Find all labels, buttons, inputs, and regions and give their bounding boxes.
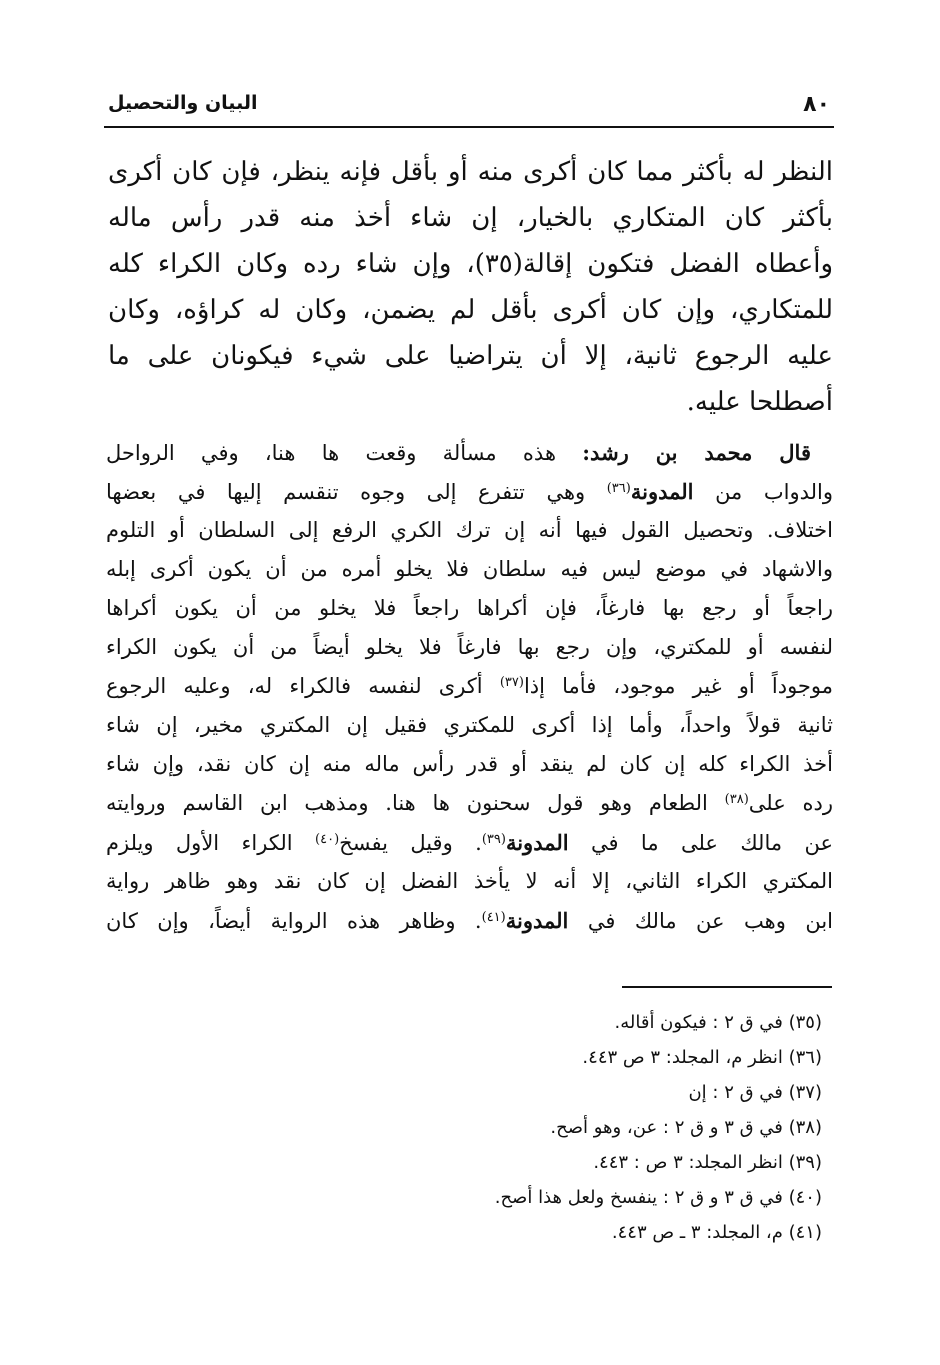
source-title: المدونة	[505, 830, 569, 855]
paragraph-2-line-9: أخذ الكراء كله إن كان لم ينقد أو قدر رأس ماله منه إن كان نقد، وإن شاء	[106, 752, 833, 776]
paragraph-2-line-4: والاشهاد في موضع ليس فيه سلطان فلا يخلو أمره من أن يكون أكرى إبله	[106, 557, 833, 581]
footnote-38: (٣٨) في ق ٣ و ق ٢ : عن، وهو أصح.	[550, 1117, 822, 1138]
footnote-37: (٣٧) في ق ٢ : إن	[688, 1082, 822, 1103]
footnote-40: (٤٠) في ق ٣ و ق ٢ : ينفسخ ولعل هذا أصح.	[494, 1187, 822, 1208]
footnote-ref: (٤٠)	[315, 831, 340, 847]
source-title: المدونة	[630, 479, 694, 504]
paragraph-2-line-2: والدواب من المدونة$^{(٣٦)}$ وهي تتفرع إلى وجوه تنقسم إليها في بعضها	[106, 479, 833, 504]
footnote-ref: (٣٨)	[724, 791, 749, 807]
paragraph-1-line-5: عليه الرجوع ثانية، إلا أن يتراضيا على شيء فيكونان على ما	[108, 341, 833, 371]
footnote-divider	[622, 986, 832, 988]
header-divider	[104, 126, 834, 128]
paragraph-1-line-3: وأعطاه الفضل فتكون إقالة(٣٥)، وإن شاء رده وكان الكراء كله	[108, 249, 834, 279]
paragraph-1-line-2: بأكثر كان المتكاري بالخيار، إن شاء أخذ منه قدر رأس ماله	[108, 203, 833, 233]
paragraph-1-line-6: أصطلحا عليه.	[686, 387, 833, 417]
book-title: البيان والتحصيل	[108, 92, 258, 114]
paragraph-2-line-3: اختلاف. وتحصيل القول فيها أنه إن ترك الكري الرفع إلى السلطان أو التلوم	[106, 518, 833, 542]
paragraph-2-line-1: قال محمد بن رشد: هذه مسألة وقعت ها هنا، وفي الرواحل	[106, 440, 811, 465]
running-header	[108, 92, 830, 124]
speaker-label: قال محمد بن رشد:	[582, 440, 811, 465]
paragraph-2-line-12: المكتري الكراء الثاني، إلا أنه لا يأخذ الفضل إن كان نقد وهو ظاهر رواية	[106, 869, 833, 893]
footnote-ref: (٣٩)	[481, 831, 506, 847]
paragraph-2-line-8: ثانية قولاً واحداً، وأما إذا أكرى للمكتري فقيل إن المكتري مخير، إن شاء	[106, 713, 833, 737]
footnote-ref: (٣٧)	[499, 674, 524, 690]
paragraph-2-line-11: عن مالك على ما في المدونة$^{(٣٩)}$. وقيل يفسخ$^{(٤٠)}$ الكراء الأول ويلزم	[106, 830, 833, 855]
paragraph-1-line-4: للمتكاري، وإن كان أكرى بأقل لم يضمن، وكان له كراؤه، وكان	[108, 295, 833, 325]
footnote-ref: (٤١)	[481, 909, 506, 925]
footnote-ref: (٣٦)	[606, 480, 631, 496]
footnote-36: (٣٦) انظر م، المجلد: ٣ ص ٤٤٣.	[582, 1047, 822, 1068]
source-title: المدونة	[505, 908, 569, 933]
footnote-39: (٣٩) انظر المجلد: ٣ ص : ٤٤٣.	[593, 1152, 822, 1173]
paragraph-2-line-5: راجعاً أو رجع بها فارغاً، فإن أكراها راجعاً فلا يخلو من أن يكون أكراها	[106, 596, 833, 620]
paragraph-1-line-1: النظر له بأكثر مما كان أكرى منه أو بأقل فإنه ينظر، فإن كان أكرى	[108, 157, 833, 187]
footnote-35: (٣٥) في ق ٢ : فيكون أقاله.	[614, 1012, 822, 1033]
page-number: ٨٠	[803, 92, 830, 117]
paragraph-2-line-7: موجوداً أو غير موجود، فأما إذا$^{(٣٧)}$ أكرى لنفسه فالكراء له، وعليه الرجوع	[106, 674, 833, 698]
footnote-41: (٤١) م، المجلد: ٣ ـ ص ٤٤٣.	[611, 1222, 822, 1243]
paragraph-2-line-10: رده على$^{(٣٨)}$ الطعام وهو قول سحنون ها هنا. ومذهب ابن القاسم وروايته	[106, 791, 834, 815]
paragraph-2-line-13: ابن وهب عن مالك في المدونة$^{(٤١)}$. وظاهر هذه الرواية أيضاً، وإن كان	[106, 908, 833, 933]
paragraph-2-line-6: لنفسه أو للمكتري، وإن رجع بها فارغاً فلا يخلو أيضاً من أن يكون الكراء	[106, 635, 833, 659]
